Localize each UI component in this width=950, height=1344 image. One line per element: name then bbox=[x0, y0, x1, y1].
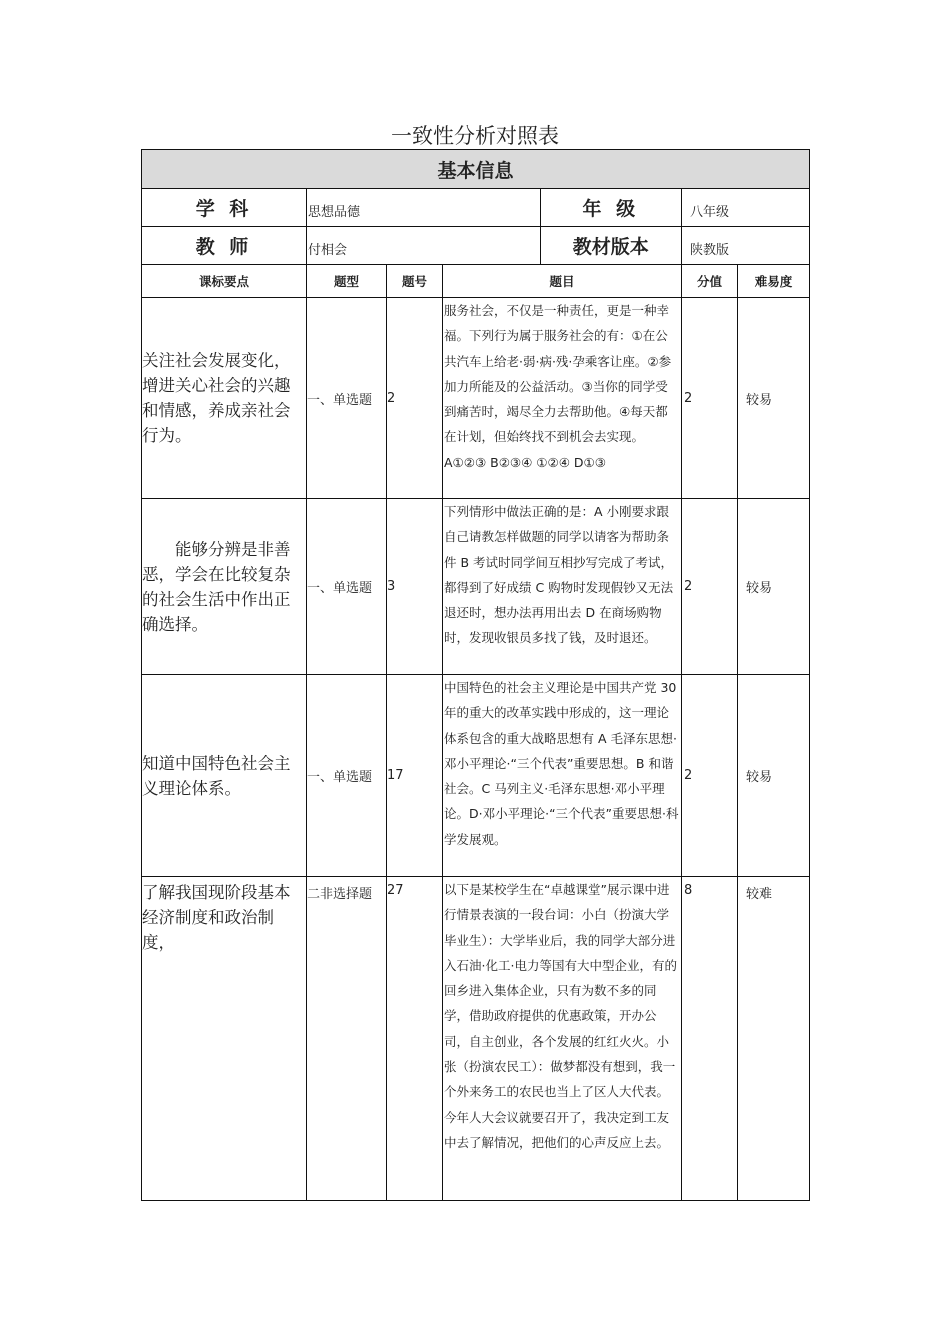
teacher-label: 教 师 bbox=[142, 227, 307, 265]
teacher-value: 付相会 bbox=[307, 227, 540, 264]
difficulty: 较易 bbox=[738, 675, 810, 877]
question-type: 一、单选题 bbox=[307, 298, 387, 499]
score: 2 bbox=[682, 298, 738, 499]
standard-point: 关注社会发展变化，增进关心社会的兴趣和情感，养成亲社会行为。 bbox=[142, 298, 307, 499]
score: 2 bbox=[682, 675, 738, 877]
score: 8 bbox=[682, 877, 738, 1201]
subject-label: 学 科 bbox=[142, 189, 307, 227]
basic-info-band-row bbox=[142, 150, 810, 189]
question-text: 下列情形中做法正确的是：A 小刚要求跟自己请教怎样做题的同学以请客为帮助条件 B 考试时同学间互相抄写完成了考试，都得到了好成绩 C 购物时发现假钞又无法退还时，想办法再用出去 D 在商场购物时，发现收银员多找了钱，及时退还。 bbox=[443, 499, 682, 675]
column-header: 题型 bbox=[307, 265, 387, 298]
basic-info-band: 基本信息 bbox=[142, 150, 810, 189]
question-number: 27 bbox=[387, 877, 443, 1201]
standard-point: 知道中国特色社会主义理论体系。 bbox=[142, 675, 307, 877]
column-header-row bbox=[142, 265, 810, 298]
question-text: 中国特色的社会主义理论是中国共产党 30 年的重大的改革实践中形成的，这一理论体系包含的重大战略思想有 A 毛泽东思想·邓小平理论·“三个代表”重要思想。B 和谐社会。C 马列主义·毛泽东思想·邓小平理论。D·邓小平理论·“三个代表”重要思想·科学发展观。 bbox=[443, 675, 682, 877]
question-number: 2 bbox=[387, 298, 443, 499]
table-row bbox=[142, 877, 810, 1201]
grade-value: 八年级 bbox=[682, 189, 810, 227]
question-text: 以下是某校学生在“卓越课堂”展示课中进行情景表演的一段台词：小白（扮演大学毕业生）：大学毕业后，我的同学大部分进入石油·化工·电力等国有大中型企业，有的回乡进入集体企业，只有为数不多的同学，借助政府提供的优惠政策，开办公司，自主创业，各个发展的红红火火。小张（扮演农民工）：做梦都没有想到，我一个外来务工的农民也当上了区人大代表。今年人大会议就要召开了，我决定到工友中去了解情况，把他们的心声反应上去。 bbox=[443, 877, 682, 1201]
document-title: 一致性分析对照表 bbox=[391, 124, 559, 148]
question-type: 二非选择题 bbox=[307, 877, 387, 1201]
grade-label: 年 级 bbox=[582, 198, 640, 220]
score: 2 bbox=[682, 499, 738, 675]
subject-grade-row bbox=[142, 189, 810, 227]
edition-value: 陕教版 bbox=[682, 227, 810, 265]
column-header: 分值 bbox=[682, 265, 738, 298]
column-header: 题号 bbox=[387, 265, 443, 298]
question-number: 17 bbox=[387, 675, 443, 877]
standard-point: 了解我国现阶段基本经济制度和政治制度， bbox=[142, 877, 307, 1201]
table-row bbox=[142, 499, 810, 675]
table-row bbox=[142, 675, 810, 877]
question-type: 一、单选题 bbox=[307, 675, 387, 877]
standard-point: 能够分辨是非善恶，学会在比较复杂的社会生活中作出正确选择。 bbox=[142, 499, 307, 675]
question-number: 3 bbox=[387, 499, 443, 675]
teacher-edition-row bbox=[142, 227, 810, 265]
consistency-table bbox=[141, 149, 810, 1201]
column-header: 课标要点 bbox=[142, 265, 307, 298]
edition-label: 教材版本 bbox=[572, 236, 649, 258]
table-row bbox=[142, 298, 810, 499]
question-text: 服务社会，不仅是一种责任，更是一种幸福。下列行为属于服务社会的有：①在公共汽车上给老·弱·病·残·孕乘客让座。②参加力所能及的公益活动。③当你的同学受到痛苦时，竭尽全力去帮助他。④每天都在计划，但始终找不到机会去实现。A①②③ B②③④ ①②④ D①③ bbox=[443, 298, 682, 499]
difficulty: 较易 bbox=[738, 298, 810, 499]
column-header: 题目 bbox=[443, 265, 682, 298]
question-type: 一、单选题 bbox=[307, 499, 387, 675]
column-header: 难易度 bbox=[738, 265, 810, 298]
difficulty: 较易 bbox=[738, 499, 810, 675]
difficulty: 较难 bbox=[738, 877, 810, 1201]
subject-value: 思想品德 bbox=[307, 189, 540, 226]
